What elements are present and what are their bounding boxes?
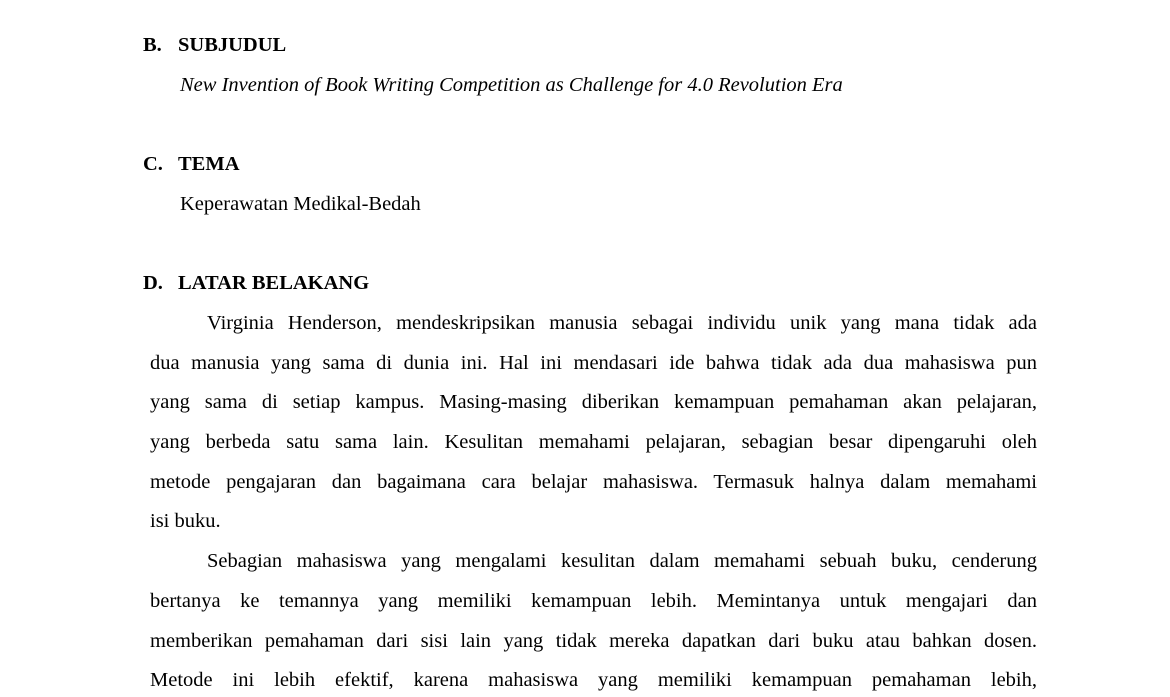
text-line: Virginia Henderson, mendeskripsikan manusia sebagai individu unik yang mana tidak ada: [207, 311, 1037, 334]
section-title: SUBJUDUL: [178, 34, 287, 56]
section-title: TEMA: [178, 153, 240, 176]
section-heading-tema: [143, 145, 1037, 185]
text-line: dua manusia yang sama di dunia ini. Hal ini mendasari ide bahwa tidak ada dua mahasiswa pun: [150, 351, 1037, 374]
section-latar-belakang: [143, 264, 1037, 697]
text-line: Sebagian mahasiswa yang mengalami kesulitan dalam memahami sebuah buku, cenderung: [207, 550, 1037, 573]
section-tema: [143, 145, 1037, 224]
subjudul-text: New Invention of Book Writing Competition as Challenge for 4.0 Revolution Era: [180, 73, 843, 96]
section-subjudul: [143, 26, 1037, 105]
latar-belakang-paragraph-2: [150, 542, 1037, 697]
text-line: yang berbeda satu sama lain. Kesulitan memahami pelajaran, sebagian besar dipengaruhi oleh: [150, 431, 1037, 453]
text-line: metode pengajaran dan bagaimana cara belajar mahasiswa. Termasuk halnya dalam memahami: [150, 470, 1037, 493]
text-line: bertanya ke temannya yang memiliki kemampuan lebih. Memintanya untuk mengajari dan: [150, 589, 1037, 612]
tema-text: Keperawatan Medikal-Bedah: [180, 192, 421, 215]
text-line: isi buku.: [150, 510, 221, 533]
section-letter: D.: [143, 272, 163, 295]
section-heading-latar-belakang: [143, 264, 1037, 304]
latar-belakang-paragraph-1: [150, 304, 1037, 542]
section-heading-subjudul: [143, 26, 1037, 66]
text-line: Metode ini lebih efektif, karena mahasiswa yang memiliki kemampuan pemahaman lebih,: [150, 669, 1037, 692]
section-letter: B.: [143, 34, 162, 56]
text-line: yang sama di setiap kampus. Masing-masing diberikan kemampuan pemahaman akan pelajaran,: [150, 391, 1037, 414]
text-line: memberikan pemahaman dari sisi lain yang tidak mereka dapatkan dari buku atau bahkan dosen.: [150, 629, 1037, 652]
section-letter: C.: [143, 153, 163, 176]
section-title: LATAR BELAKANG: [178, 272, 370, 295]
